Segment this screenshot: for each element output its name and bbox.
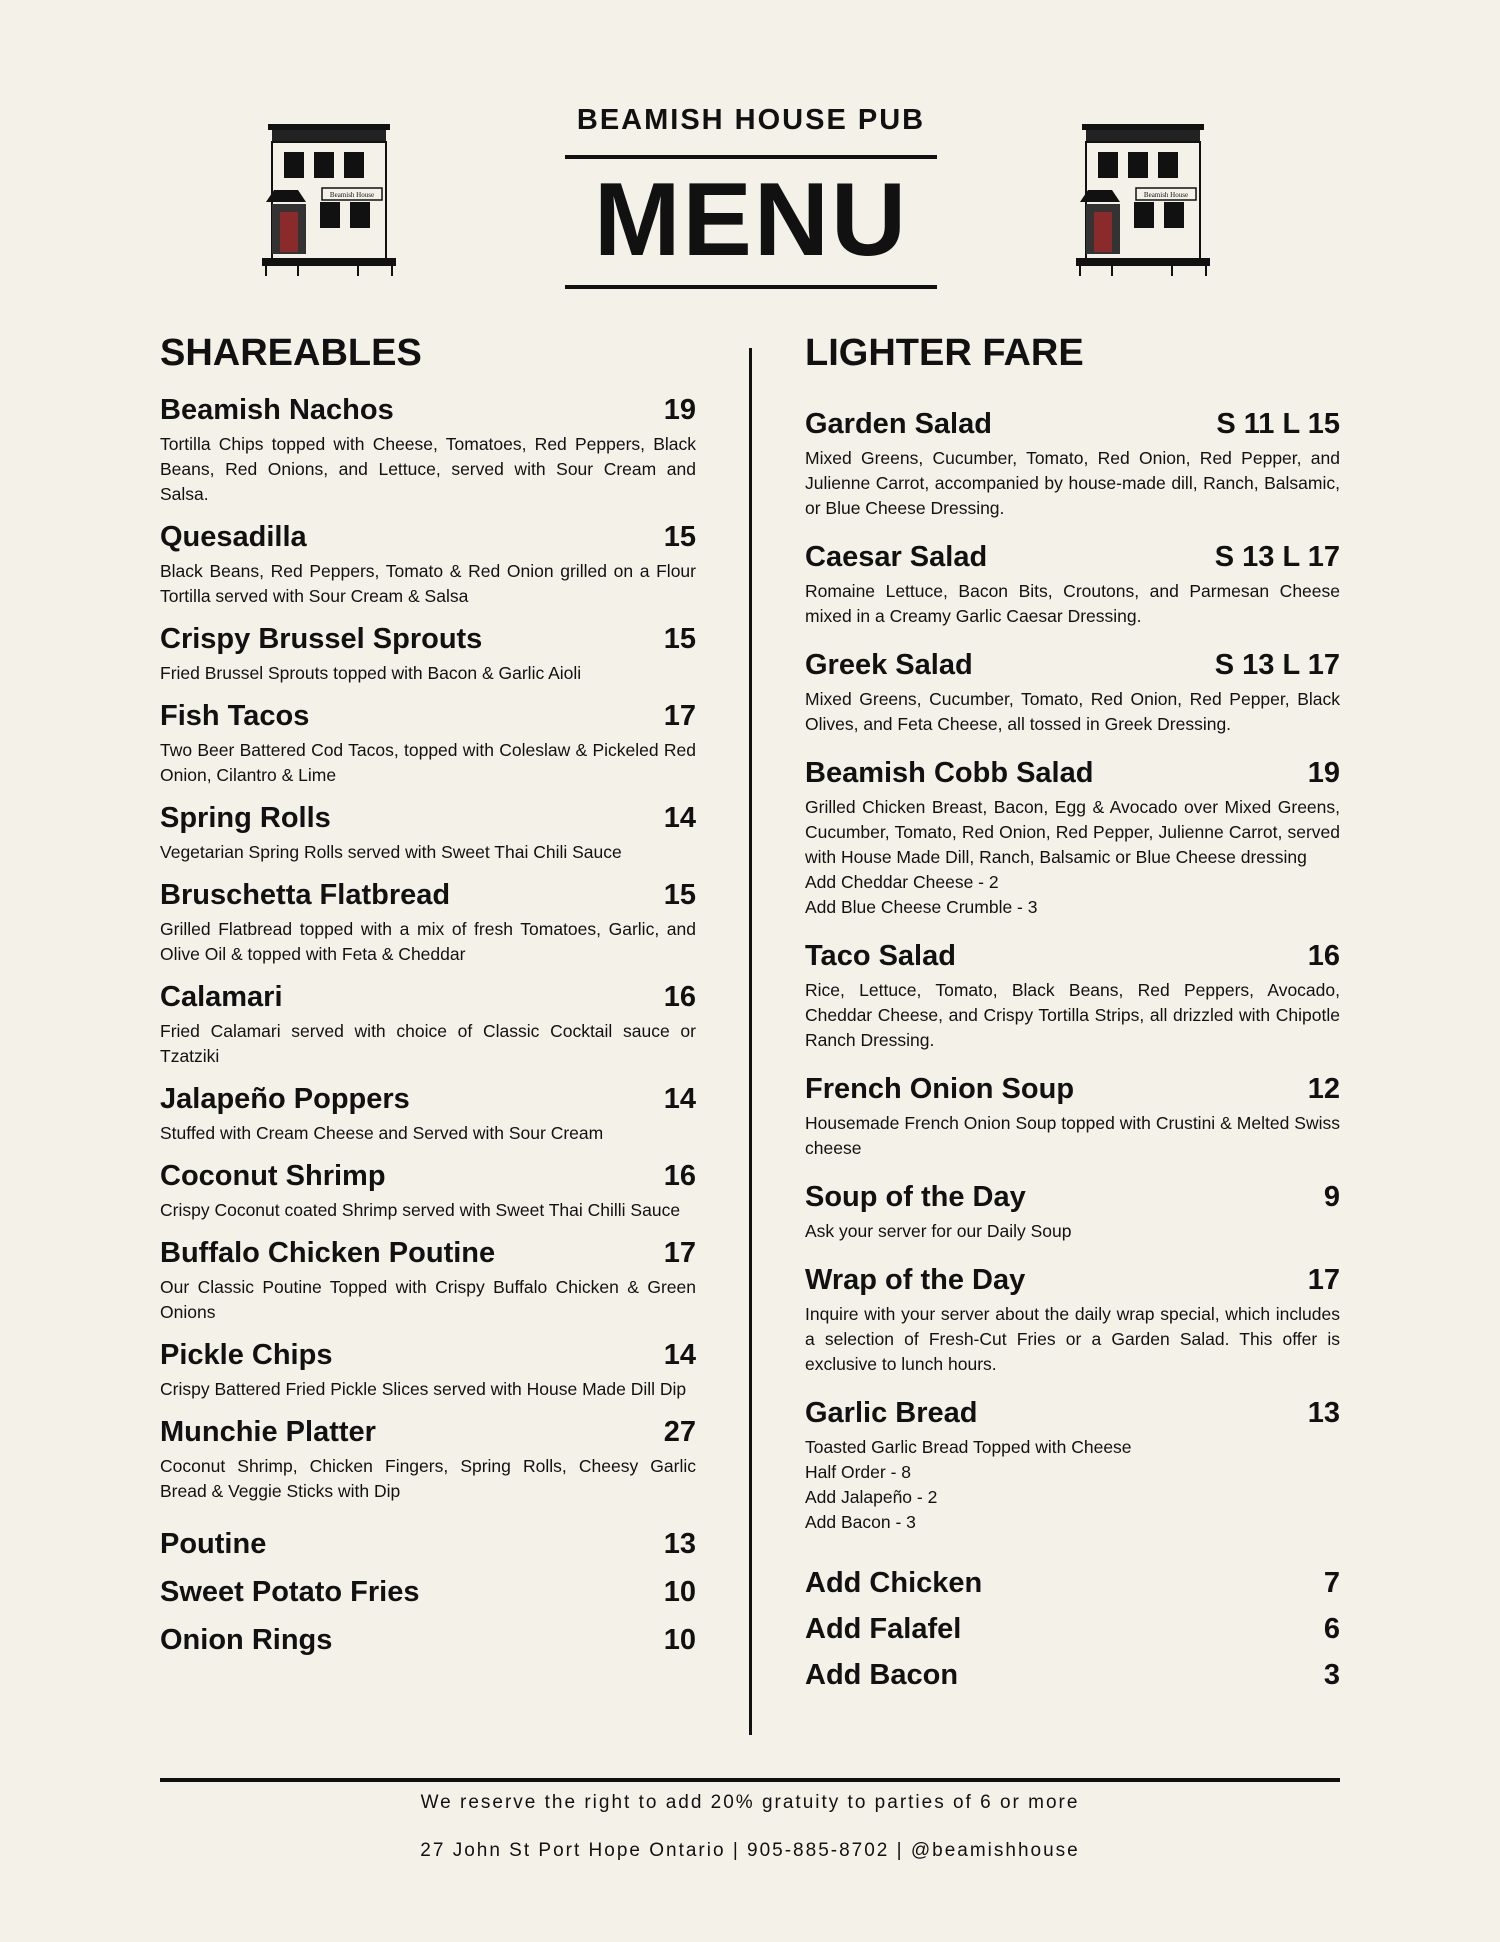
menu-item-header bbox=[160, 800, 696, 836]
menu-item-name: Jalapeño Poppers bbox=[160, 1083, 410, 1115]
menu-item-simple bbox=[805, 1611, 1340, 1647]
menu-item-price: 16 bbox=[663, 1160, 696, 1192]
menu-item-name: Coconut Shrimp bbox=[160, 1160, 386, 1192]
menu-item-header bbox=[160, 698, 696, 734]
menu-item-price: 15 bbox=[663, 623, 696, 655]
menu-item bbox=[160, 1414, 696, 1504]
pub-name: BEAMISH HOUSE PUB bbox=[576, 104, 926, 136]
header-top-rule bbox=[565, 155, 937, 159]
menu-item bbox=[805, 1071, 1340, 1161]
menu-item-name: Caesar Salad bbox=[805, 541, 988, 573]
menu-item-name: Wrap of the Day bbox=[805, 1264, 1026, 1296]
menu-item bbox=[805, 938, 1340, 1053]
menu-item-name: Sweet Potato Fries bbox=[160, 1576, 420, 1608]
menu-item-simple bbox=[805, 1565, 1340, 1601]
menu-item-simple bbox=[805, 1657, 1340, 1693]
menu-item-price: 15 bbox=[663, 879, 696, 911]
menu-item-description: Stuffed with Cream Cheese and Served with Sour Cream bbox=[160, 1123, 604, 1143]
menu-item-name: Garlic Bread bbox=[805, 1397, 978, 1429]
menu-item-price: 17 bbox=[663, 1237, 696, 1269]
menu-item-name: Onion Rings bbox=[160, 1624, 333, 1656]
menu-item-header bbox=[160, 519, 696, 555]
footer-rule bbox=[160, 1778, 1340, 1782]
menu-item bbox=[160, 1158, 696, 1223]
house-sign-right: Beamish House bbox=[1143, 191, 1189, 199]
menu-item-description: Mixed Greens, Cucumber, Tomato, Red Onion, Red Pepper, and Julienne Carrot, accompanied by house-made dill, Ranch, Balsamic, or Blue Cheese Dressing. bbox=[805, 448, 1340, 518]
menu-item-header bbox=[160, 621, 696, 657]
column-divider bbox=[749, 348, 752, 1735]
menu-item-header bbox=[805, 938, 1340, 974]
menu-item-description: Our Classic Poutine Topped with Crispy Buffalo Chicken & Green Onions bbox=[160, 1277, 696, 1322]
menu-item-price: S 13 L 17 bbox=[1214, 541, 1340, 573]
menu-item-name: Spring Rolls bbox=[160, 802, 331, 834]
menu-item bbox=[160, 877, 696, 967]
menu-item-description: Housemade French Onion Soup topped with Crustini & Melted Swiss cheese bbox=[805, 1113, 1340, 1158]
menu-item-price: 10 bbox=[663, 1576, 696, 1608]
shareables-section bbox=[160, 330, 696, 1670]
menu-item-name: Munchie Platter bbox=[160, 1416, 376, 1448]
menu-item-price: 14 bbox=[663, 1339, 696, 1371]
house-illustration-left bbox=[258, 122, 400, 278]
menu-item-price: 12 bbox=[1307, 1073, 1340, 1105]
menu-item-price: 14 bbox=[663, 802, 696, 834]
lighter-fare-section bbox=[805, 330, 1340, 1703]
menu-item bbox=[805, 406, 1340, 521]
menu-item-name: Calamari bbox=[160, 981, 283, 1013]
menu-item-name: Poutine bbox=[160, 1528, 267, 1560]
menu-item-addon: Add Blue Cheese Crumble - 3 bbox=[805, 897, 1038, 917]
header-bottom-rule bbox=[565, 285, 937, 289]
menu-item-name: Bruschetta Flatbread bbox=[160, 879, 451, 911]
house-illustration-right bbox=[1072, 122, 1214, 278]
menu-item-header bbox=[805, 1071, 1340, 1107]
menu-item-description: Grilled Chicken Breast, Bacon, Egg & Avocado over Mixed Greens, Cucumber, Tomato, Red Onion, Red Pepper, Julienne Carrot, served with House Made Dill, Ranch, Balsamic or Blue Cheese dressing bbox=[805, 797, 1340, 867]
menu-item-name: Add Falafel bbox=[805, 1613, 962, 1645]
menu-item bbox=[160, 1235, 696, 1325]
menu-item-addon: Add Cheddar Cheese - 2 bbox=[805, 872, 999, 892]
menu-item-price: 17 bbox=[663, 700, 696, 732]
menu-item-header bbox=[805, 647, 1340, 683]
menu-item-name: Crispy Brussel Sprouts bbox=[160, 623, 483, 655]
contact-info: 27 John St Port Hope Ontario | 905-885-8702 | @beamishhouse bbox=[420, 1840, 1080, 1861]
menu-item bbox=[805, 1262, 1340, 1377]
menu-item bbox=[160, 519, 696, 609]
menu-item-header bbox=[160, 1235, 696, 1271]
menu-item-description: Tortilla Chips topped with Cheese, Tomatoes, Red Peppers, Black Beans, Red Onions, and Lettuce, served with Sour Cream and Salsa. bbox=[160, 434, 696, 504]
menu-item-price: 14 bbox=[663, 1083, 696, 1115]
menu-item-price: 13 bbox=[663, 1528, 696, 1560]
menu-item-description: Crispy Coconut coated Shrimp served with Sweet Thai Chilli Sauce bbox=[160, 1200, 681, 1220]
menu-item-description: Fried Calamari served with choice of Classic Cocktail sauce or Tzatziki bbox=[160, 1021, 696, 1066]
menu-item-price: 3 bbox=[1323, 1659, 1340, 1691]
menu-item-description: Two Beer Battered Cod Tacos, topped with Coleslaw & Pickeled Red Onion, Cilantro & Lime bbox=[160, 740, 696, 785]
menu-item-header bbox=[805, 1262, 1340, 1298]
menu-item-name: Buffalo Chicken Poutine bbox=[160, 1237, 496, 1269]
menu-item-header bbox=[805, 539, 1340, 575]
menu-title: MENU bbox=[593, 162, 909, 278]
menu-item bbox=[160, 698, 696, 788]
menu-item-simple bbox=[160, 1622, 696, 1658]
menu-item-name: Greek Salad bbox=[805, 649, 973, 681]
menu-item-description: Ask your server for our Daily Soup bbox=[805, 1221, 1072, 1241]
menu-item-price: 7 bbox=[1323, 1567, 1340, 1599]
menu-item-description: Mixed Greens, Cucumber, Tomato, Red Onion, Red Pepper, Black Olives, and Feta Cheese, all tossed in Greek Dressing. bbox=[805, 689, 1340, 734]
menu-item-price: 17 bbox=[1307, 1264, 1340, 1296]
menu-item-description: Rice, Lettuce, Tomato, Black Beans, Red Peppers, Avocado, Cheddar Cheese, and Crispy Tortilla Strips, all drizzled with Chipotle Ranch Dressing. bbox=[805, 980, 1340, 1050]
menu-item-header bbox=[160, 1414, 696, 1450]
menu-item bbox=[160, 621, 696, 686]
menu-item-addon: Half Order - 8 bbox=[805, 1462, 911, 1482]
menu-item-description: Coconut Shrimp, Chicken Fingers, Spring Rolls, Cheesy Garlic Bread & Veggie Sticks with Dip bbox=[160, 1456, 696, 1501]
menu-item-header bbox=[805, 1179, 1340, 1215]
house-sign-left: Beamish House bbox=[329, 191, 375, 199]
menu-item-header bbox=[805, 1395, 1340, 1431]
menu-item-price: 16 bbox=[663, 981, 696, 1013]
menu-item bbox=[805, 539, 1340, 629]
menu-item-price: 10 bbox=[663, 1624, 696, 1656]
menu-item-price: S 13 L 17 bbox=[1214, 649, 1340, 681]
gratuity-note: We reserve the right to add 20% gratuity to parties of 6 or more bbox=[420, 1792, 1080, 1813]
menu-item-name: Taco Salad bbox=[805, 940, 956, 972]
menu-item-name: Add Bacon bbox=[805, 1659, 959, 1691]
menu-item bbox=[160, 1081, 696, 1146]
menu-item-addon: Add Bacon - 3 bbox=[805, 1512, 916, 1532]
menu-item-price: 27 bbox=[663, 1416, 696, 1448]
menu-item-header bbox=[160, 877, 696, 913]
menu-item-price: 9 bbox=[1323, 1181, 1340, 1213]
menu-item-simple bbox=[160, 1574, 696, 1610]
menu-item-description: Inquire with your server about the daily wrap special, which includes a selection of Fresh-Cut Fries or a Garden Salad. This offer is exclusive to lunch hours. bbox=[805, 1304, 1340, 1374]
menu-item-description: Crispy Battered Fried Pickle Slices served with House Made Dill Dip bbox=[160, 1379, 687, 1399]
menu-item-name: Add Chicken bbox=[805, 1567, 983, 1599]
menu-item-description: Romaine Lettuce, Bacon Bits, Croutons, and Parmesan Cheese mixed in a Creamy Garlic Caesar Dressing. bbox=[805, 581, 1340, 626]
menu-item bbox=[805, 755, 1340, 920]
menu-item-description: Fried Brussel Sprouts topped with Bacon & Garlic Aioli bbox=[160, 663, 582, 683]
menu-item-header bbox=[160, 1158, 696, 1194]
menu-item-price: 13 bbox=[1307, 1397, 1340, 1429]
menu-item bbox=[805, 1395, 1340, 1535]
menu-item bbox=[160, 392, 696, 507]
menu-item-name: Pickle Chips bbox=[160, 1339, 333, 1371]
menu-item-price: 16 bbox=[1307, 940, 1340, 972]
menu-item-header bbox=[160, 979, 696, 1015]
menu-item-price: 15 bbox=[663, 521, 696, 553]
menu-item-header bbox=[805, 406, 1340, 442]
menu-item-price: 6 bbox=[1323, 1613, 1340, 1645]
menu-item-simple bbox=[160, 1526, 696, 1562]
menu-item-name: French Onion Soup bbox=[805, 1073, 1075, 1105]
menu-item bbox=[160, 979, 696, 1069]
section-title: LIGHTER FARE bbox=[805, 332, 1084, 374]
menu-item-addon: Add Jalapeño - 2 bbox=[805, 1487, 938, 1507]
menu-item bbox=[160, 1337, 696, 1402]
menu-item-header bbox=[805, 755, 1340, 791]
menu-item bbox=[160, 800, 696, 865]
menu-item-price: 19 bbox=[663, 394, 696, 426]
menu-item-description: Grilled Flatbread topped with a mix of fresh Tomatoes, Garlic, and Olive Oil & topped with Feta & Cheddar bbox=[160, 919, 696, 964]
menu-item-name: Garden Salad bbox=[805, 408, 992, 440]
menu-item-header bbox=[160, 392, 696, 428]
menu-item-description: Toasted Garlic Bread Topped with Cheese bbox=[805, 1437, 1132, 1457]
menu-item-header bbox=[160, 1081, 696, 1117]
menu-item bbox=[805, 647, 1340, 737]
menu-item-description: Vegetarian Spring Rolls served with Sweet Thai Chili Sauce bbox=[160, 842, 622, 862]
menu-item-name: Quesadilla bbox=[160, 521, 307, 553]
menu-item-name: Beamish Cobb Salad bbox=[805, 757, 1094, 789]
menu-item bbox=[805, 1179, 1340, 1244]
menu-item-name: Fish Tacos bbox=[160, 700, 310, 732]
menu-item-price: 19 bbox=[1307, 757, 1340, 789]
section-title: SHAREABLES bbox=[160, 332, 422, 374]
menu-item-price: S 11 L 15 bbox=[1216, 408, 1340, 440]
menu-item-header bbox=[160, 1337, 696, 1373]
menu-item-description: Black Beans, Red Peppers, Tomato & Red Onion grilled on a Flour Tortilla served with Sour Cream & Salsa bbox=[160, 561, 696, 606]
menu-item-name: Beamish Nachos bbox=[160, 394, 394, 426]
menu-item-name: Soup of the Day bbox=[805, 1181, 1026, 1213]
